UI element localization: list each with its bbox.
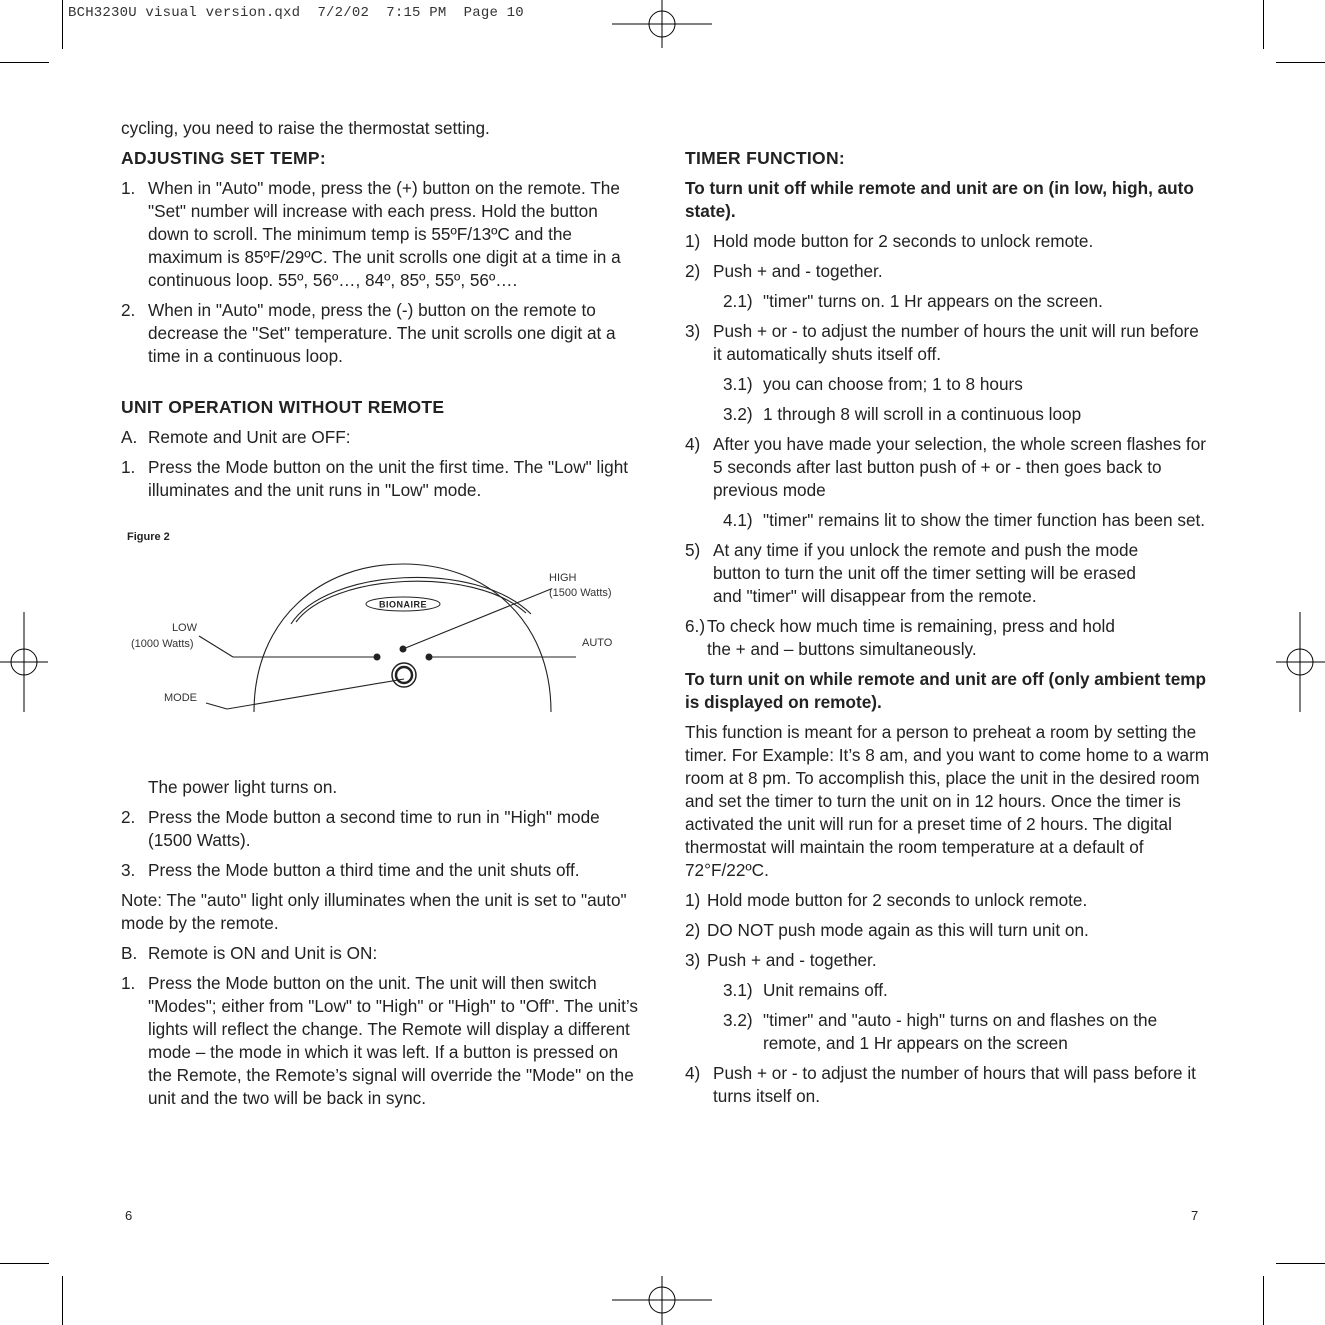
low-label: LOW — [171, 622, 197, 634]
sub-number: 2.1) — [723, 291, 753, 311]
item-text: Remote and Unit are OFF: — [148, 427, 351, 447]
sub-item — [723, 403, 1210, 426]
item-number: 1. — [121, 973, 136, 993]
sub-item — [723, 979, 1210, 1002]
sub-number: 3.1) — [723, 374, 753, 394]
list-item — [685, 1062, 1210, 1108]
preheat-paragraph: This function is meant for a person to preheat a room by setting the timer. For Example: It’s 8 am, and you want to come home to a warm room at 8 pm. To accomplish this, place the unit in the desired room and set the timer to turn the unit on in 12 hours. Once the timer is activated the unit will run for a preset time of 2 hours. The digital thermostat will maintain the room temperature at a default of 72°F/22ºC. — [685, 722, 1210, 880]
low-watts-label: (1000 Watts) — [131, 638, 194, 650]
item-text: At any time if you unlock the remote and push the mode button to turn the unit off the timer setting will be erased and "timer" will disappear from the remote. — [713, 540, 1139, 606]
auto-label: AUTO — [582, 637, 613, 649]
sub-item — [723, 1009, 1210, 1055]
high-watts-label: (1500 Watts) — [549, 587, 612, 599]
item-number: 1) — [685, 890, 701, 910]
heater-diagram — [121, 509, 641, 754]
heater-body-arc — [254, 564, 551, 712]
item-number: 3) — [685, 950, 701, 970]
list-item — [121, 456, 641, 502]
item-number: 6.) — [685, 616, 706, 636]
item-number: 2. — [121, 300, 136, 320]
unit-operation-heading: UNIT OPERATION WITHOUT REMOTE — [121, 397, 445, 417]
list-item — [685, 539, 1210, 608]
file-slug: BCH3230U visual version.qxd 7/2/02 7:15 PM Page 10 — [68, 5, 524, 21]
item-text: Push + and - together. — [713, 261, 883, 281]
item-number: 1. — [121, 178, 136, 198]
item-text: Press the Mode button on the unit. The unit will then switch "Modes"; either from "Low" to "High" or "High" to "Off". The unit’s lights will reflect the change. The Remote will display a different mode – the mode in which it was left. If a button is pressed on the Remote, the Remote’s signal will override the "Mode" on the unit and the two will be back in sync. — [148, 973, 638, 1108]
item-number: 3. — [121, 860, 136, 880]
list-item — [121, 972, 641, 1110]
adjusting-set-temp-heading: ADJUSTING SET TEMP: — [121, 148, 327, 168]
sub-item — [723, 509, 1210, 532]
item-text: Remote is ON and Unit is ON: — [148, 943, 378, 963]
item-letter: A. — [121, 427, 138, 447]
item-number: 4) — [685, 434, 701, 454]
list-item — [121, 859, 641, 882]
list-item — [685, 320, 1210, 366]
timer-function-heading: TIMER FUNCTION: — [685, 148, 846, 168]
item-number: 2) — [685, 261, 701, 281]
item-text: Press the Mode button a second time to run in "High" mode (1500 Watts). — [148, 807, 600, 850]
item-number: 1) — [685, 231, 701, 251]
item-text: Press the Mode button on the unit the first time. The "Low" light illuminates and the unit runs in "Low" mode. — [148, 457, 629, 500]
list-item — [121, 942, 641, 965]
item-number: 3) — [685, 321, 701, 341]
brand-text: BIONAIRE — [378, 599, 428, 610]
power-light-text: The power light turns on. — [148, 777, 338, 797]
item-number: 1. — [121, 457, 136, 477]
mode-leader-line — [206, 703, 227, 709]
item-text: Push + or - to adjust the number of hours that will pass before it turns itself on. — [713, 1063, 1196, 1106]
sub-item — [723, 290, 1210, 313]
figure-2 — [121, 509, 641, 754]
sub-number: 3.2) — [723, 404, 753, 424]
note-text: Note: The "auto" light only illuminates when the unit is set to "auto" mode by the remote. — [121, 890, 627, 933]
bionaire-logo — [366, 597, 440, 611]
item-text: Hold mode button for 2 seconds to unlock remote. — [707, 890, 1088, 910]
item-number: 4) — [685, 1063, 701, 1083]
page-number-left: 6 — [125, 1208, 133, 1223]
list-item — [121, 299, 641, 368]
turn-off-heading: To turn unit off while remote and unit are on (in low, high, auto state). — [685, 178, 1194, 221]
list-item — [685, 615, 1210, 661]
list-item — [685, 260, 1210, 283]
list-item — [121, 177, 641, 292]
list-item — [685, 889, 1210, 912]
item-text: Press the Mode button a third time and the unit shuts off. — [148, 860, 580, 880]
item-text: When in "Auto" mode, press the (+) button on the remote. The "Set" number will increase with each press. Hold the button down to scroll. The minimum temp is 55ºF/13ºC and the maximum is 85ºF/29ºC. The unit scrolls one digit at a time in a continuous loop. 55º, 56º…, 84º, 85º, 55º, 56º…. — [148, 178, 621, 290]
figure-title: Figure 2 — [127, 531, 170, 543]
list-item — [685, 919, 1210, 942]
sub-text: "timer" turns on. 1 Hr appears on the screen. — [763, 291, 1103, 311]
right-column — [685, 147, 1210, 1115]
list-item — [685, 230, 1210, 253]
sub-number: 3.1) — [723, 980, 753, 1000]
auto-light-indicator — [426, 654, 433, 661]
item-number: 2. — [121, 807, 136, 827]
sub-text: 1 through 8 will scroll in a continuous loop — [763, 404, 1082, 424]
intro-text: cycling, you need to raise the thermostat setting. — [121, 118, 490, 138]
list-item — [685, 433, 1210, 502]
sub-number: 3.2) — [723, 1010, 753, 1030]
item-text: Hold mode button for 2 seconds to unlock remote. — [713, 231, 1094, 251]
sub-text: you can choose from; 1 to 8 hours — [763, 374, 1023, 394]
sub-item — [723, 373, 1210, 396]
sub-text: "timer" and "auto - high" turns on and flashes on the remote, and 1 Hr appears on the screen — [763, 1010, 1158, 1053]
high-light-indicator — [400, 646, 407, 653]
item-text: After you have made your selection, the whole screen flashes for 5 seconds after last button push of + or - then goes back to previous mode — [713, 434, 1206, 500]
list-item — [121, 806, 641, 852]
mode-knob-inner — [396, 667, 412, 683]
item-letter: B. — [121, 943, 138, 963]
item-text: To check how much time is remaining, press and hold the + and – buttons simultaneously. — [707, 616, 1115, 659]
sub-number: 4.1) — [723, 510, 753, 530]
mode-label: MODE — [164, 692, 197, 704]
item-text: When in "Auto" mode, press the (-) button on the remote to decrease the "Set" temperature. The unit scrolls one digit at a time in a continuous loop. — [148, 300, 616, 366]
item-number: 2) — [685, 920, 701, 940]
item-number: 5) — [685, 540, 701, 560]
low-leader-line — [199, 636, 233, 657]
item-text: DO NOT push mode again as this will turn unit on. — [707, 920, 1089, 940]
mode-leader-line-2 — [227, 679, 404, 709]
list-item — [685, 949, 1210, 972]
low-light-indicator — [374, 654, 381, 661]
item-text: Push + or - to adjust the number of hours the unit will run before it automatically shuts itself off. — [713, 321, 1199, 364]
high-label: HIGH — [549, 572, 577, 584]
sub-text: "timer" remains lit to show the timer function has been set. — [763, 510, 1206, 530]
page-number-right: 7 — [1191, 1208, 1199, 1223]
list-item — [121, 426, 641, 449]
left-column — [121, 117, 641, 1117]
turn-on-heading: To turn unit on while remote and unit are off (only ambient temp is displayed on remote). — [685, 669, 1207, 712]
item-text: Push + and - together. — [707, 950, 877, 970]
sub-text: Unit remains off. — [763, 980, 888, 1000]
